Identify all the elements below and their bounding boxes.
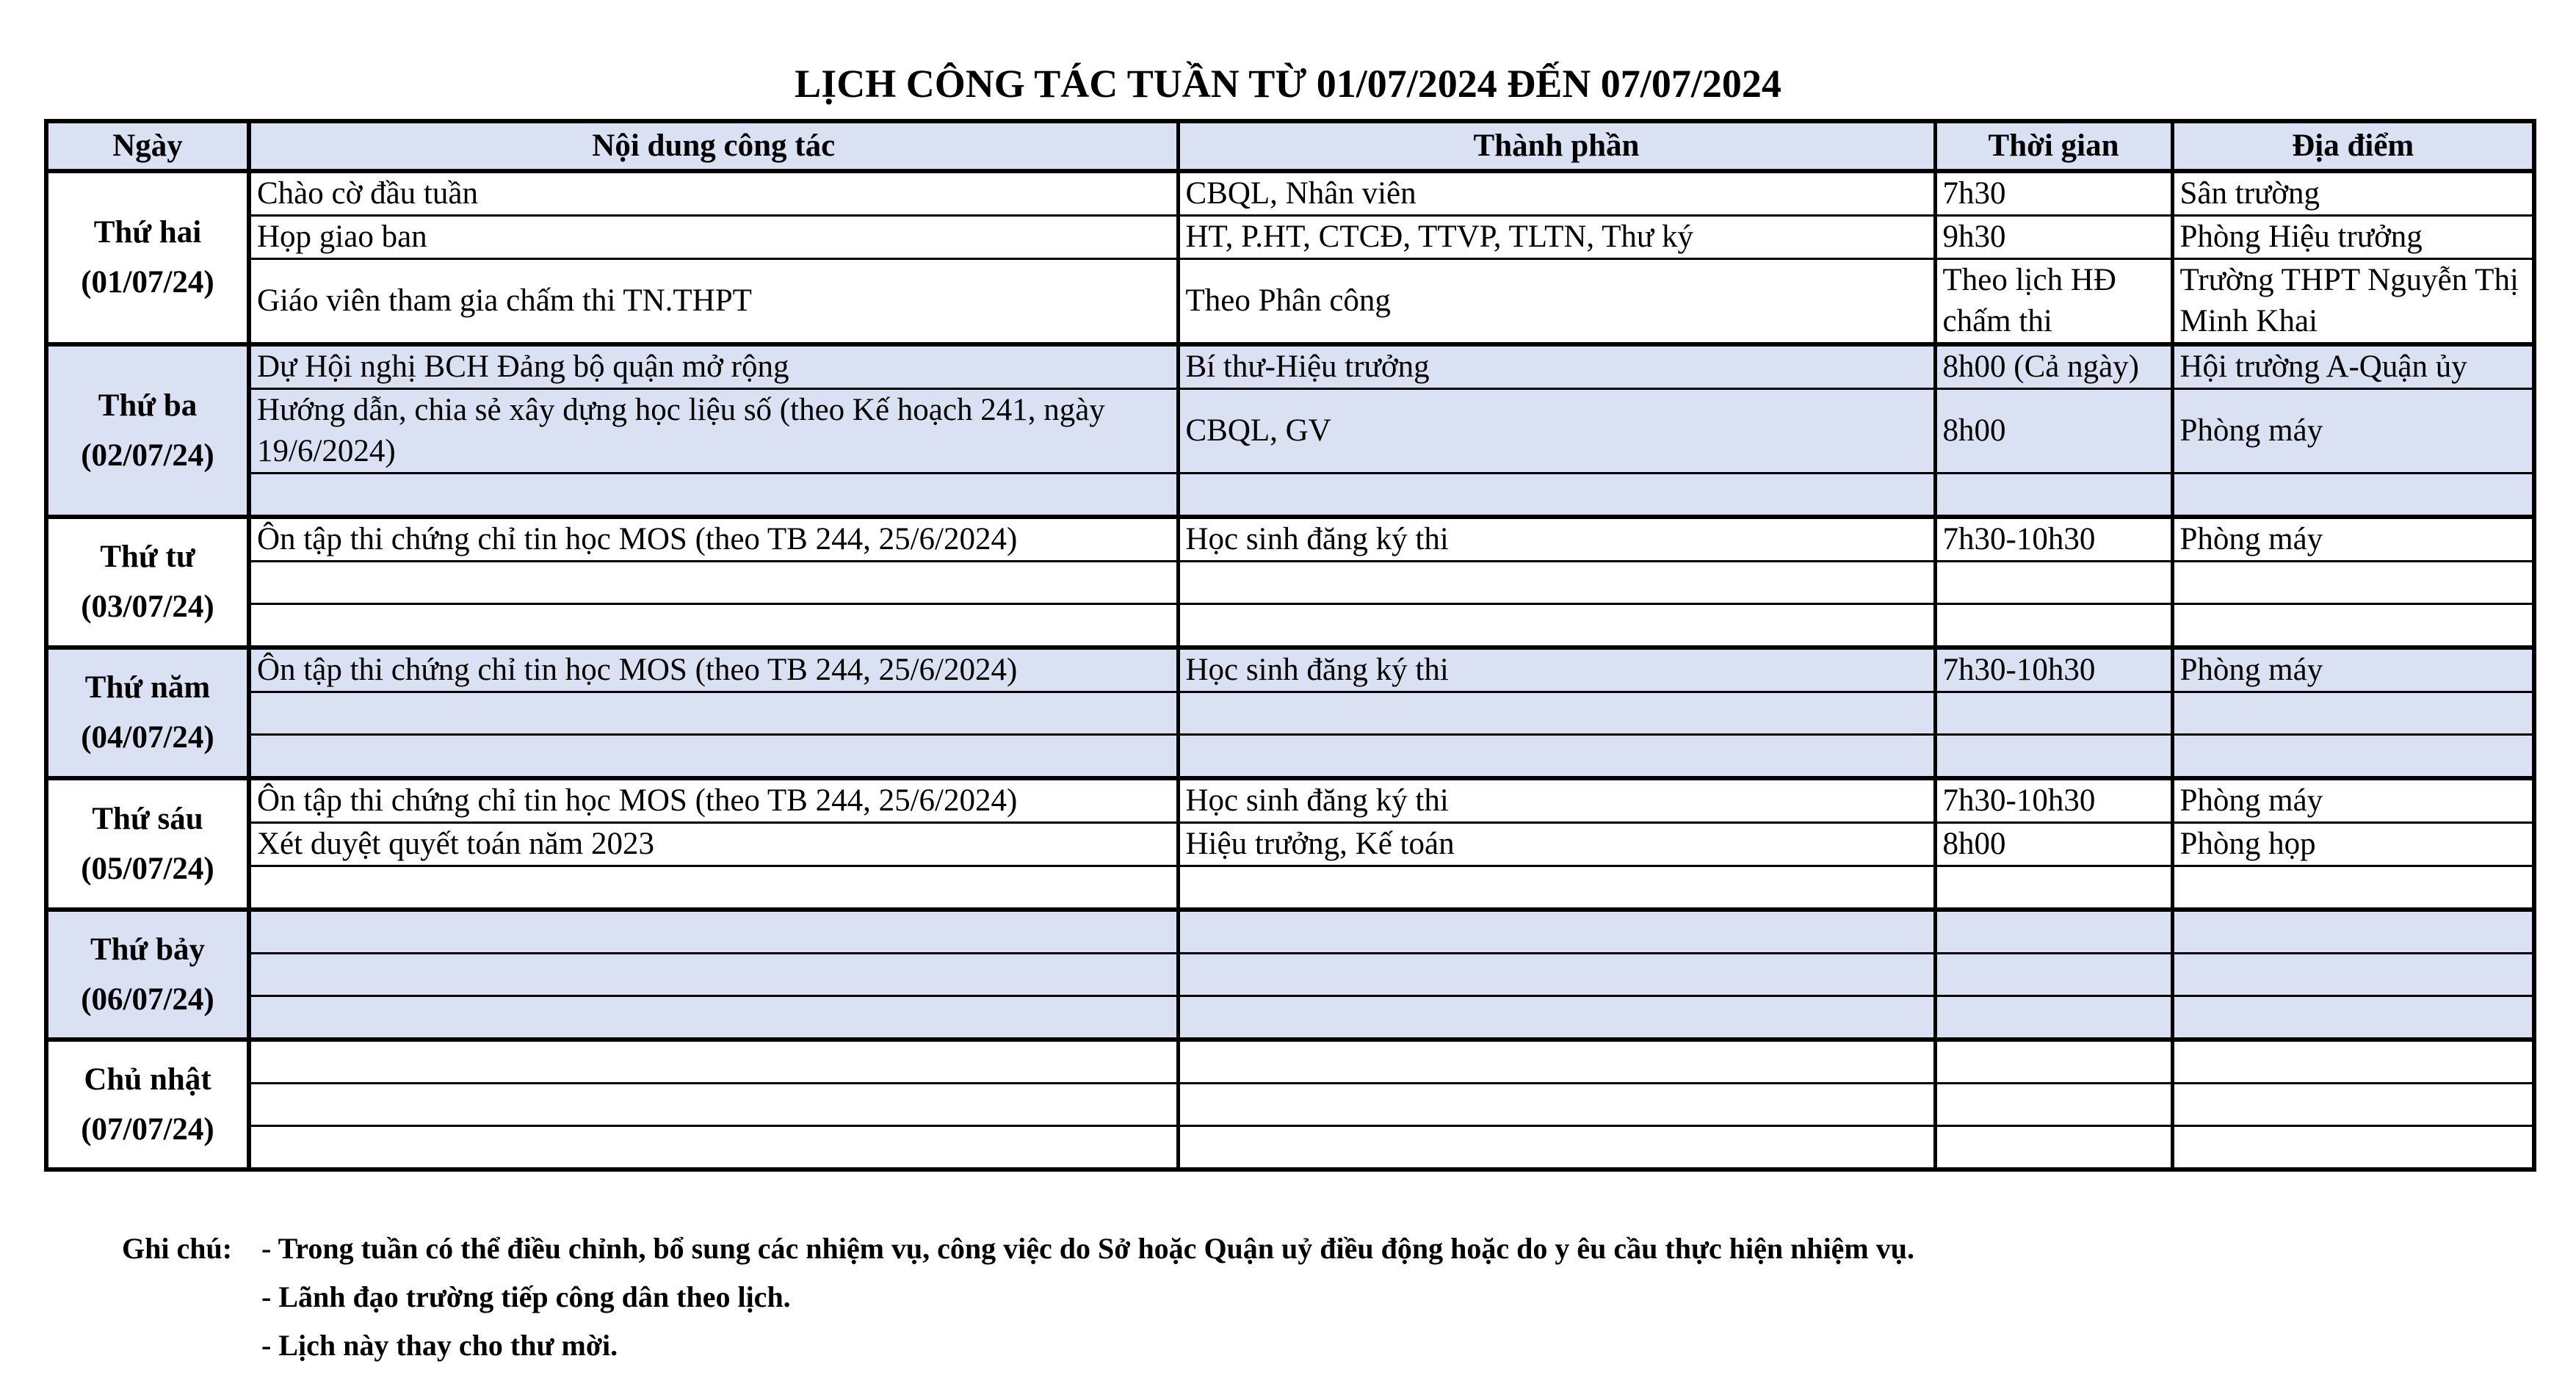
header-day: Ngày — [46, 121, 249, 171]
table-row — [46, 954, 2534, 996]
table-row — [46, 996, 2534, 1040]
note-line: - Trong tuần có thể điều chỉnh, bổ sung các nhiệm vụ, công việc do Sở hoặc Quận uỷ điều động hoặc do y êu cầu thực hiện nhiệm vụ. — [261, 1232, 1914, 1265]
participants-cell — [1178, 604, 1935, 648]
location-cell — [2172, 692, 2534, 735]
day-cell — [46, 171, 249, 344]
location-cell — [2172, 562, 2534, 604]
participants-cell: Học sinh đăng ký thi — [1178, 778, 1935, 823]
content-cell — [249, 1126, 1178, 1170]
schedule-table — [44, 119, 2536, 1172]
location-cell — [2172, 910, 2534, 954]
header-content: Nội dung công tác — [249, 121, 1178, 171]
content-cell — [249, 910, 1178, 954]
day-group — [46, 1040, 2534, 1169]
day-name: Thứ bảy — [90, 932, 206, 967]
location-cell: Sân trường — [2172, 171, 2534, 216]
content-cell — [249, 866, 1178, 910]
table-row — [46, 735, 2534, 779]
location-cell — [2172, 866, 2534, 910]
location-cell: Phòng máy — [2172, 778, 2534, 823]
day-date: (05/07/24) — [81, 851, 214, 886]
participants-cell — [1178, 954, 1935, 996]
time-cell: Theo lịch HĐ chấm thi — [1935, 259, 2172, 345]
content-cell: Hướng dẫn, chia sẻ xây dựng học liệu số (theo Kế hoạch 241, ngày 19/6/2024) — [249, 389, 1178, 474]
participants-cell — [1178, 474, 1935, 518]
header-time: Thời gian — [1935, 121, 2172, 171]
content-cell: Xét duyệt quyết toán năm 2023 — [249, 823, 1178, 866]
participants-cell: Bí thư-Hiệu trưởng — [1178, 344, 1935, 389]
note-line: - Lịch này thay cho thư mời. — [261, 1329, 618, 1362]
content-cell: Ôn tập thi chứng chỉ tin học MOS (theo TB 244, 25/6/2024) — [249, 517, 1178, 562]
day-date: (04/07/24) — [81, 720, 214, 755]
table-row — [46, 778, 2534, 823]
content-cell — [249, 562, 1178, 604]
participants-cell — [1178, 866, 1935, 910]
time-cell: 8h00 — [1935, 389, 2172, 474]
page-title: LỊCH CÔNG TÁC TUẦN TỪ 01/07/2024 ĐẾN 07/07/2024 — [795, 62, 1781, 106]
day-group — [46, 778, 2534, 910]
table-row — [46, 866, 2534, 910]
header-participants: Thành phần — [1178, 121, 1935, 171]
participants-cell: Hiệu trưởng, Kế toán — [1178, 823, 1935, 866]
participants-cell — [1178, 735, 1935, 779]
table-row — [46, 604, 2534, 648]
day-group — [46, 648, 2534, 778]
table-row — [46, 1040, 2534, 1084]
header-location: Địa điểm — [2172, 121, 2534, 171]
day-date: (03/07/24) — [81, 590, 214, 624]
day-cell — [46, 648, 249, 778]
table-row — [46, 562, 2534, 604]
time-cell — [1935, 735, 2172, 779]
day-name: Thứ hai — [93, 215, 202, 250]
location-cell — [2172, 1126, 2534, 1170]
location-cell: Phòng máy — [2172, 648, 2534, 692]
content-cell — [249, 692, 1178, 735]
content-cell — [249, 735, 1178, 779]
location-cell — [2172, 735, 2534, 779]
content-cell: Ôn tập thi chứng chỉ tin học MOS (theo TB 244, 25/6/2024) — [249, 648, 1178, 692]
table-row — [46, 171, 2534, 216]
location-cell — [2172, 474, 2534, 518]
content-cell — [249, 1084, 1178, 1126]
table-row — [46, 823, 2534, 866]
time-cell — [1935, 1126, 2172, 1170]
time-cell: 9h30 — [1935, 216, 2172, 259]
day-group — [46, 517, 2534, 648]
participants-cell — [1178, 910, 1935, 954]
participants-cell — [1178, 1084, 1935, 1126]
time-cell: 7h30 — [1935, 171, 2172, 216]
table-row — [46, 692, 2534, 735]
day-cell — [46, 778, 249, 910]
location-cell: Trường THPT Nguyễn Thị Minh Khai — [2172, 259, 2534, 345]
table-row — [46, 474, 2534, 518]
time-cell — [1935, 474, 2172, 518]
time-cell: 7h30-10h30 — [1935, 778, 2172, 823]
time-cell — [1935, 1040, 2172, 1084]
participants-cell: Theo Phân công — [1178, 259, 1935, 345]
time-cell: 8h00 (Cả ngày) — [1935, 344, 2172, 389]
table-row — [46, 648, 2534, 692]
time-cell — [1935, 1084, 2172, 1126]
location-cell — [2172, 1084, 2534, 1126]
day-date: (02/07/24) — [81, 438, 214, 473]
time-cell: 8h00 — [1935, 823, 2172, 866]
content-cell: Họp giao ban — [249, 216, 1178, 259]
day-name: Thứ ba — [98, 388, 198, 423]
day-name: Chủ nhật — [84, 1062, 211, 1097]
content-cell — [249, 1040, 1178, 1084]
time-cell: 7h30-10h30 — [1935, 648, 2172, 692]
header-row — [46, 121, 2534, 171]
time-cell — [1935, 910, 2172, 954]
participants-cell — [1178, 692, 1935, 735]
time-cell — [1935, 866, 2172, 910]
day-name: Thứ tư — [100, 540, 195, 574]
content-cell — [249, 604, 1178, 648]
table-row — [46, 389, 2534, 474]
time-cell — [1935, 692, 2172, 735]
participants-cell — [1178, 562, 1935, 604]
time-cell — [1935, 562, 2172, 604]
location-cell: Phòng máy — [2172, 517, 2534, 562]
table-row — [46, 1126, 2534, 1170]
participants-cell — [1178, 1040, 1935, 1084]
day-cell — [46, 517, 249, 648]
table-row — [46, 259, 2534, 345]
day-name: Thứ sáu — [92, 801, 203, 836]
content-cell: Dự Hội nghị BCH Đảng bộ quận mở rộng — [249, 344, 1178, 389]
content-cell — [249, 474, 1178, 518]
location-cell: Phòng máy — [2172, 389, 2534, 474]
day-group — [46, 910, 2534, 1040]
location-cell — [2172, 954, 2534, 996]
content-cell: Chào cờ đầu tuần — [249, 171, 1178, 216]
day-cell — [46, 910, 249, 1040]
note-line: - Lãnh đạo trường tiếp công dân theo lịch. — [261, 1280, 791, 1313]
table-row — [46, 344, 2534, 389]
participants-cell — [1178, 996, 1935, 1040]
location-cell: Phòng họp — [2172, 823, 2534, 866]
day-date: (06/07/24) — [81, 982, 214, 1017]
participants-cell: Học sinh đăng ký thi — [1178, 517, 1935, 562]
content-cell: Ôn tập thi chứng chỉ tin học MOS (theo TB 244, 25/6/2024) — [249, 778, 1178, 823]
content-cell — [249, 996, 1178, 1040]
location-cell — [2172, 996, 2534, 1040]
content-cell — [249, 954, 1178, 996]
participants-cell: Học sinh đăng ký thi — [1178, 648, 1935, 692]
day-group — [46, 344, 2534, 517]
participants-cell — [1178, 1126, 1935, 1170]
time-cell — [1935, 954, 2172, 996]
table-row — [46, 910, 2534, 954]
table-row — [46, 216, 2534, 259]
time-cell — [1935, 996, 2172, 1040]
table-row — [46, 1084, 2534, 1126]
notes-label: Ghi chú: — [122, 1232, 233, 1265]
table-row — [46, 517, 2534, 562]
participants-cell: CBQL, GV — [1178, 389, 1935, 474]
content-cell: Giáo viên tham gia chấm thi TN.THPT — [249, 259, 1178, 345]
day-date: (01/07/24) — [81, 265, 214, 300]
notes — [122, 1225, 1914, 1370]
day-cell — [46, 1040, 249, 1169]
location-cell: Hội trường A-Quận ủy — [2172, 344, 2534, 389]
day-group — [46, 171, 2534, 344]
location-cell: Phòng Hiệu trưởng — [2172, 216, 2534, 259]
day-name: Thứ năm — [84, 670, 211, 705]
participants-cell: CBQL, Nhân viên — [1178, 171, 1935, 216]
day-date: (07/07/24) — [81, 1111, 214, 1147]
participants-cell: HT, P.HT, CTCĐ, TTVP, TLTN, Thư ký — [1178, 216, 1935, 259]
location-cell — [2172, 604, 2534, 648]
location-cell — [2172, 1040, 2534, 1084]
time-cell: 7h30-10h30 — [1935, 517, 2172, 562]
time-cell — [1935, 604, 2172, 648]
day-cell — [46, 344, 249, 517]
